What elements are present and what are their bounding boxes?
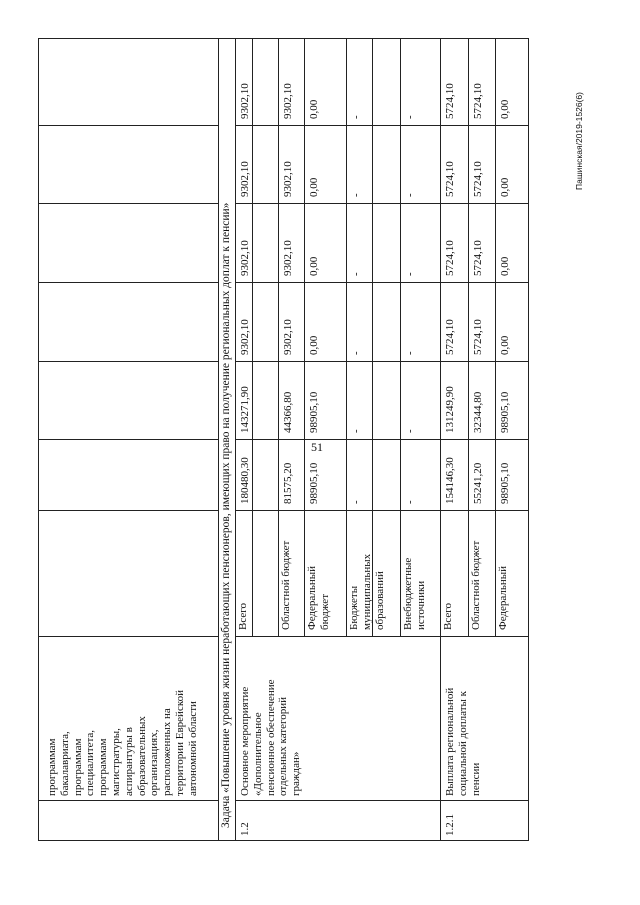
row-1-2-source-label: Бюджеты муниципальных образований bbox=[348, 553, 386, 630]
row-1-2-value-cell bbox=[400, 361, 440, 439]
row-1-2-1-value: 5724,10 bbox=[472, 319, 484, 355]
row-1-2-value: 44366,80 bbox=[282, 391, 294, 433]
row-1-2-value-cell bbox=[346, 282, 400, 361]
row-1-2-value: - bbox=[404, 351, 416, 355]
row-1-2-source-label: Всего bbox=[237, 603, 249, 630]
row-1-2-source-label: Федеральный бюджет bbox=[306, 565, 331, 630]
row-1-2-source-label-cell bbox=[278, 510, 304, 636]
row-1-2-value: 9302,10 bbox=[282, 161, 294, 197]
row-1-2-value-cell bbox=[400, 439, 440, 510]
side-stamp bbox=[574, 60, 588, 190]
row-1-2-1-value-cell bbox=[468, 439, 495, 510]
row-1-2-1-value-cell bbox=[495, 125, 528, 203]
row-1-2-value: 9302,10 bbox=[239, 319, 251, 355]
row-1-2-1-value-cell bbox=[495, 282, 528, 361]
row-1-2-1-value-cell bbox=[495, 361, 528, 439]
row-1-2-value: 9302,10 bbox=[239, 83, 251, 119]
row-1-2-1-value-cell bbox=[440, 361, 468, 439]
table-border-bottom bbox=[38, 840, 529, 841]
row-1-2-value: 9302,10 bbox=[282, 240, 294, 276]
row-1-2-1-value: 32344,80 bbox=[472, 391, 484, 433]
row-1-2-1-name-cell bbox=[440, 636, 528, 800]
row-1-2-1-value: 5724,10 bbox=[444, 83, 456, 119]
row-1-2-1-number: 1.2.1 bbox=[444, 814, 456, 836]
row-1-2-1-value: 0,00 bbox=[499, 335, 511, 355]
row-1-2-1-value-cell bbox=[440, 38, 468, 125]
row-1-2-source-label-cell bbox=[400, 510, 440, 636]
row-1-2-value-cell bbox=[346, 203, 400, 282]
row-1-2-1-value: 154146,30 bbox=[444, 457, 456, 504]
row-1-2-1-value: 131249,90 bbox=[444, 386, 456, 433]
column-rule bbox=[38, 282, 218, 283]
program-description-text: программам бакалавриата, программам специалитета, программам магистратуры, аспирантуры в образовательных организациях, расположенных на территории Еврейской автономной области bbox=[46, 690, 199, 796]
row-1-2-1-source-label-cell bbox=[440, 510, 468, 636]
row-1-2-1-value: 98905,10 bbox=[499, 462, 511, 504]
row-1-2-value-cell bbox=[278, 203, 304, 282]
row-1-2-1-value-cell bbox=[468, 203, 495, 282]
row-1-2-number-cell bbox=[235, 800, 440, 840]
row-1-2-source-label-cell bbox=[346, 510, 400, 636]
row-1-2-1-value: 0,00 bbox=[499, 256, 511, 276]
row-1-2-source-label-cell bbox=[304, 510, 346, 636]
row-1-2-value-cell bbox=[304, 125, 346, 203]
row-1-2-value-cell bbox=[235, 361, 278, 439]
row-1-2-value: 98905,10 bbox=[308, 391, 320, 433]
row-1-2-value-cell bbox=[346, 38, 400, 125]
row-1-2-1-value: 0,00 bbox=[499, 177, 511, 197]
column-rule bbox=[38, 439, 218, 440]
row-1-2-value: - bbox=[404, 115, 416, 119]
row-1-2-1-value-cell bbox=[440, 282, 468, 361]
row-1-2-source-label: Внебюджетные источники bbox=[402, 557, 427, 630]
row-1-2-value: 98905,10 bbox=[308, 462, 320, 504]
row-1-2-value-cell bbox=[346, 125, 400, 203]
page-number: 51 bbox=[311, 440, 323, 454]
table-border-right bbox=[528, 38, 529, 840]
row-1-2-value-cell bbox=[346, 361, 400, 439]
row-1-2-value-cell bbox=[278, 125, 304, 203]
row-1-2-value-cell bbox=[278, 282, 304, 361]
row-1-2-1-number-cell bbox=[440, 800, 528, 840]
row-1-2-value-cell bbox=[278, 38, 304, 125]
row-1-2-value: - bbox=[404, 500, 416, 504]
row-1-2-1-value-cell bbox=[440, 203, 468, 282]
row-1-2-value-cell bbox=[400, 38, 440, 125]
row-1-2-value-cell bbox=[278, 361, 304, 439]
row-1-2-value-cell bbox=[235, 38, 278, 125]
side-stamp-text: Пашинская/2019-1526(6) bbox=[574, 92, 584, 190]
row-1-2-1-source-label-cell bbox=[468, 510, 495, 636]
task-title-cell bbox=[218, 38, 235, 840]
row-1-2-1-value-cell bbox=[495, 439, 528, 510]
row-1-2-value: 9302,10 bbox=[282, 83, 294, 119]
row-1-2-value: 180480,30 bbox=[239, 457, 251, 504]
row-1-2-value-cell bbox=[278, 439, 304, 510]
row-1-2-1-value: 5724,10 bbox=[472, 161, 484, 197]
row-1-2-name: Основное мероприятие «Дополнительное пенсионное обеспечение отдельных категорий граждан» bbox=[239, 679, 303, 796]
row-1-2-value: 0,00 bbox=[308, 99, 320, 119]
task-title: Задача «Повышение уровня жизни неработающих пенсионеров, имеющих право на получение региональных доплат к пенсии» bbox=[220, 202, 232, 828]
row-1-2-value-cell bbox=[346, 439, 400, 510]
row-1-2-value: - bbox=[404, 272, 416, 276]
row-1-2-value: - bbox=[350, 429, 362, 433]
row-1-2-1-source-label-cell bbox=[495, 510, 528, 636]
row-1-2-value-cell bbox=[304, 282, 346, 361]
row-1-2-value: 0,00 bbox=[308, 335, 320, 355]
row-1-2-value: - bbox=[350, 500, 362, 504]
row-1-2-1-value: 55241,20 bbox=[472, 462, 484, 504]
row-1-2-1-value-cell bbox=[495, 203, 528, 282]
row-1-2-value: - bbox=[404, 429, 416, 433]
row-1-2-value: - bbox=[404, 193, 416, 197]
row-1-2-1-value: 5724,10 bbox=[444, 319, 456, 355]
column-rule bbox=[38, 800, 218, 801]
row-1-2-value: 81575,20 bbox=[282, 462, 294, 504]
row-1-2-value: 143271,90 bbox=[239, 386, 251, 433]
row-1-2-value: 0,00 bbox=[308, 177, 320, 197]
column-rule bbox=[38, 510, 218, 511]
row-1-2-value-cell bbox=[304, 439, 346, 510]
row-1-2-1-source-label: Областной бюджет bbox=[470, 540, 482, 630]
row-1-2-1-value-cell bbox=[495, 38, 528, 125]
row-1-2-1-value: 98905,10 bbox=[499, 391, 511, 433]
budget-table bbox=[38, 38, 528, 840]
row-1-2-value: - bbox=[350, 193, 362, 197]
row-1-2-name-cell bbox=[235, 636, 440, 800]
row-1-2-value-cell bbox=[400, 203, 440, 282]
row-1-2-value: - bbox=[350, 272, 362, 276]
row-1-2-1-value-cell bbox=[440, 439, 468, 510]
row-1-2-value-cell bbox=[400, 282, 440, 361]
row-1-2-1-name: Выплата региональной социальной доплаты к пенсии bbox=[444, 687, 482, 796]
row-1-2-value-cell bbox=[235, 282, 278, 361]
program-description-text-cell bbox=[38, 636, 218, 800]
row-1-2-1-value-cell bbox=[468, 125, 495, 203]
row-1-2-1-source-label: Федеральный bbox=[497, 565, 509, 630]
row-1-2-1-value: 5724,10 bbox=[472, 240, 484, 276]
row-1-2-value: 9302,10 bbox=[239, 240, 251, 276]
column-rule bbox=[38, 125, 218, 126]
row-1-2-1-value-cell bbox=[440, 125, 468, 203]
row-1-2-value-cell bbox=[235, 125, 278, 203]
row-1-2-value-cell bbox=[235, 439, 278, 510]
column-rule bbox=[38, 203, 218, 204]
row-1-2-number: 1.2 bbox=[239, 822, 251, 836]
row-1-2-1-source-label: Всего bbox=[442, 603, 454, 630]
row-1-2-1-value-cell bbox=[468, 361, 495, 439]
row-1-2-1-value: 5724,10 bbox=[472, 83, 484, 119]
row-1-2-value: - bbox=[350, 115, 362, 119]
row-1-2-1-value: 5724,10 bbox=[444, 161, 456, 197]
row-1-2-value-cell bbox=[304, 203, 346, 282]
row-1-2-value: 0,00 bbox=[308, 256, 320, 276]
row-1-2-source-label: Областной бюджет bbox=[280, 540, 292, 630]
row-1-2-1-value-cell bbox=[468, 282, 495, 361]
row-1-2-1-value-cell bbox=[468, 38, 495, 125]
row-1-2-value-cell bbox=[304, 361, 346, 439]
column-rule bbox=[38, 361, 218, 362]
row-1-2-value-cell bbox=[400, 125, 440, 203]
row-1-2-source-label-cell bbox=[235, 510, 278, 636]
row-1-2-value-cell bbox=[304, 38, 346, 125]
row-1-2-value: - bbox=[350, 351, 362, 355]
row-1-2-1-value: 5724,10 bbox=[444, 240, 456, 276]
row-1-2-value: 9302,10 bbox=[282, 319, 294, 355]
row-1-2-value: 9302,10 bbox=[239, 161, 251, 197]
row-1-2-value-cell bbox=[235, 203, 278, 282]
row-1-2-1-value: 0,00 bbox=[499, 99, 511, 119]
